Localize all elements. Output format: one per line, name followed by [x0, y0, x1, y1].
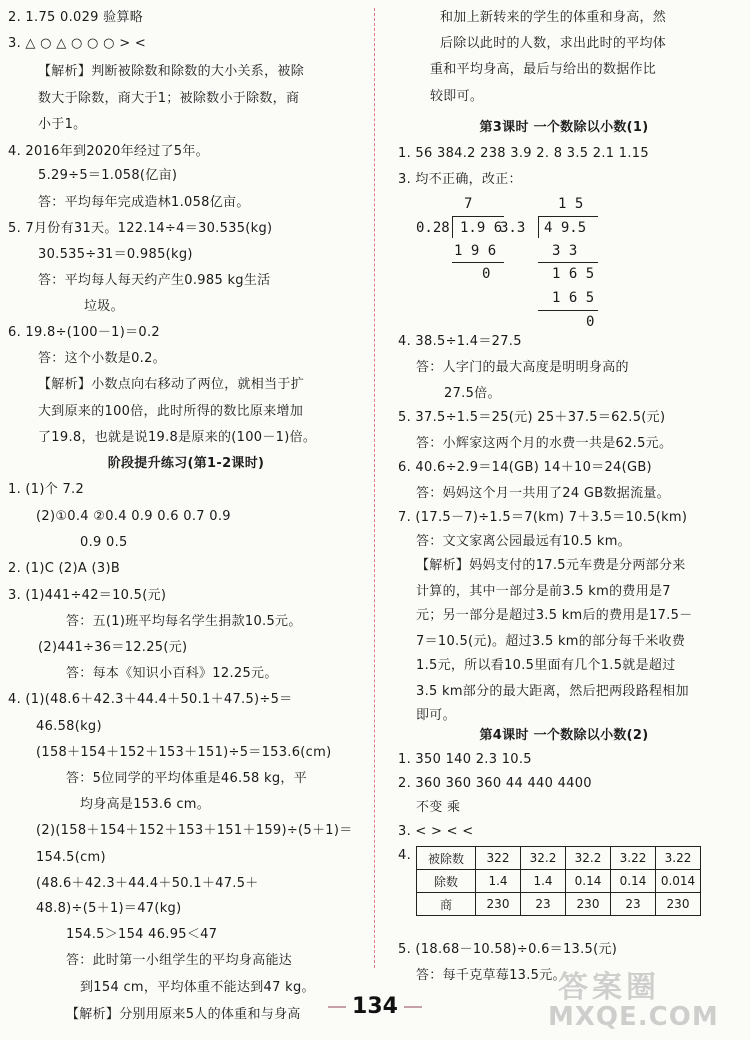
- lesson3-q3: 3. 均不正确，改正：: [398, 172, 522, 187]
- table-cell: 23: [521, 893, 566, 916]
- left-line-29: 答：5位同学的平均体重是46.58 kg，平: [66, 771, 307, 786]
- lesson3-q1: 1. 56 384.2 238 3.9 2. 8 3.5 2.1 1.15: [398, 146, 649, 161]
- watermark-line1: 答案圈: [558, 970, 660, 1005]
- left-line-32: 154.5(cm): [36, 850, 106, 865]
- division-rule: [538, 216, 598, 217]
- division2-remainder: 0: [586, 314, 595, 330]
- lesson3-line-11: 7. (17.5－7)÷1.5＝7(km) 7＋3.5＝10.5(km): [398, 510, 688, 525]
- lesson3-line-12: 答：文文家离公园最远有10.5 km。: [416, 534, 631, 549]
- table-row-header: 被除数: [417, 847, 476, 870]
- lesson3-line-15: 元；另一部分是超过3.5 km后的费用是17.5－: [416, 608, 693, 623]
- continued-analysis-line: 重和平均身高，最后与给出的数据作比: [430, 62, 657, 77]
- table-cell: 32.2: [521, 847, 566, 870]
- left-line-10: 答：平均每人每天约产生0.985 kg生活: [38, 273, 271, 288]
- left-line-1: 3. △ ○ △ ○ ○ ○ > <: [8, 36, 147, 51]
- division1-quotient: 7: [464, 196, 473, 212]
- left-line-7: 答：平均每年完成造林1.058亿亩。: [38, 195, 250, 210]
- division2-partial: 1 6 5: [552, 266, 595, 282]
- left-line-14: 【解析】小数点向右移动了两位，就相当于扩: [38, 377, 305, 392]
- left-line-21: 2. (1)C (2)A (3)B: [8, 561, 121, 576]
- lesson3-line-6: 27.5倍。: [444, 386, 501, 401]
- left-line-37: 到154 cm，平均体重不能达到47 kg。: [80, 980, 315, 995]
- lesson3-line-18: 3.5 km部分的最大距离，然后把两段路程相加: [416, 684, 689, 699]
- left-line-24: (2)441÷36＝12.25(元): [38, 640, 188, 655]
- left-line-25: 答：每本《知识小百科》12.25元。: [66, 666, 278, 681]
- division2-dividend: 4 9.5: [544, 220, 587, 236]
- table-cell: 230: [566, 893, 611, 916]
- division-rule: [538, 310, 598, 311]
- left-line-11: 垃圾。: [84, 299, 124, 314]
- left-line-30: 均身高是153.6 cm。: [80, 797, 211, 812]
- table-cell: 32.2: [566, 847, 611, 870]
- left-line-26: 4. (1)(48.6＋42.3＋44.4＋50.1＋47.5)÷5＝: [8, 692, 293, 707]
- lesson4-line-4: 4.: [398, 848, 412, 863]
- column-divider: [374, 8, 375, 968]
- left-line-38: 【解析】分别用原来5人的体重和与身高: [66, 1007, 301, 1022]
- table-cell: 23: [611, 893, 656, 916]
- continued-analysis-line: 和加上新转来的学生的体重和身高，然: [440, 10, 667, 25]
- table-row-header: 除数: [417, 870, 476, 893]
- division-rule: [452, 216, 504, 217]
- table-row: [417, 893, 701, 916]
- lesson4-line-2: 不变 乘: [416, 800, 461, 815]
- table-cell: 0.014: [656, 870, 701, 893]
- lesson3-line-5: 答：人字门的最大高度是明明身高的: [416, 360, 629, 375]
- lesson3-line-8: 答：小辉家这两个月的水费一共是62.5元。: [416, 436, 673, 451]
- table-cell: 0.14: [611, 870, 656, 893]
- left-line-18: 1. (1)个 7.2: [8, 482, 85, 497]
- left-line-16: 了19.8，也就是说19.8是原来的(100－1)倍。: [38, 430, 317, 445]
- left-line-8: 5. 7月份有31天。122.14÷4＝30.535(kg): [8, 221, 273, 236]
- left-line-36: 答：此时第一小组学生的平均身高能达: [66, 953, 293, 968]
- table-row: [417, 847, 701, 870]
- stage-practice-title: 阶段提升练习(第1-2课时): [107, 456, 265, 471]
- left-line-19: (2)①0.4 ②0.4 0.9 0.6 0.7 0.9: [36, 509, 231, 524]
- division1-product: 1 9 6: [454, 243, 497, 259]
- lesson3-line-19: 即可。: [416, 708, 456, 723]
- lesson3-line-14: 计算的，其中一部分是前3.5 km的费用是7: [416, 584, 671, 599]
- lesson3-line-10: 答：妈妈这个月一共用了24 GB数据流量。: [416, 486, 670, 501]
- left-line-31: (2)(158＋154＋152＋153＋151＋159)÷(5＋1)＝: [36, 823, 353, 838]
- table-cell: 230: [656, 893, 701, 916]
- lesson4-line-0: 1. 350 140 2.3 10.5: [398, 752, 532, 767]
- lesson4-title: 第4课时 一个数除以小数(2): [479, 728, 649, 743]
- lesson3-line-13: 【解析】妈妈支付的17.5元车费是分两部分来: [416, 558, 686, 573]
- page-number-text: 134: [352, 994, 398, 1019]
- left-line-4: 小于1。: [38, 117, 87, 132]
- lesson3-line-17: 1.5元，所以看10.5里面有几个1.5就是超过: [416, 658, 676, 673]
- left-line-28: (158＋154＋152＋153＋151)÷5＝153.6(cm): [36, 745, 332, 760]
- table-cell: 230: [476, 893, 521, 916]
- left-line-3: 数大于除数，商大于1；被除数小于除数，商: [38, 91, 300, 106]
- division2-product2: 1 6 5: [552, 290, 595, 306]
- lesson4-line-1: 2. 360 360 360 44 440 4400: [398, 776, 592, 791]
- left-line-22: 3. (1)441÷42＝10.5(元): [8, 588, 167, 603]
- watermark-line2: MXQE.COM: [548, 1002, 719, 1032]
- left-line-23: 答：五(1)班平均每名学生捐款10.5元。: [66, 614, 302, 629]
- lesson3-line-16: 7＝10.5(元)。超过3.5 km的部分每千米收费: [416, 634, 686, 649]
- watermark: [548, 962, 744, 1032]
- table-cell: 3.22: [611, 847, 656, 870]
- division1-dividend: 1.9 6: [460, 220, 503, 236]
- lesson3-line-7: 5. 37.5÷1.5＝25(元) 25＋37.5＝62.5(元): [398, 410, 666, 425]
- table-row: [417, 870, 701, 893]
- left-line-33: (48.6＋42.3＋44.4＋50.1＋47.5＋: [36, 876, 259, 891]
- left-line-34: 48.8)÷(5＋1)＝47(kg): [36, 901, 182, 916]
- left-line-20: 0.9 0.5: [80, 535, 128, 550]
- left-line-15: 大到原来的100倍，此时所得的数比原来增加: [38, 404, 304, 419]
- left-line-12: 6. 19.8÷(100－1)＝0.2: [8, 325, 160, 340]
- table-cell: 1.4: [521, 870, 566, 893]
- lesson4-line-3: 3. < > < <: [398, 824, 474, 839]
- division2-divisor: 3.3: [500, 220, 526, 236]
- left-line-2: 【解析】判断被除数和除数的大小关系，被除: [38, 64, 305, 79]
- left-line-27: 46.58(kg): [36, 719, 102, 734]
- continued-analysis-line: 后除以此时的人数，求出此时的平均体: [440, 36, 667, 51]
- table-cell: 1.4: [476, 870, 521, 893]
- lesson3-line-9: 6. 40.6÷2.9＝14(GB) 14＋10＝24(GB): [398, 460, 652, 475]
- left-line-6: 5.29÷5＝1.058(亿亩): [38, 168, 178, 183]
- left-line-5: 4. 2016年到2020年经过了5年。: [8, 144, 209, 159]
- table-cell: 322: [476, 847, 521, 870]
- table-row-header: 商: [417, 893, 476, 916]
- lesson4-line-6: 答：每千克草莓13.5元。: [416, 968, 566, 983]
- division-rule: [452, 216, 453, 238]
- division-rule: [538, 216, 539, 238]
- left-line-9: 30.535÷31＝0.985(kg): [38, 247, 193, 262]
- division2-quotient: 1 5: [558, 196, 584, 212]
- division2-product1: 3 3: [552, 243, 578, 259]
- left-line-0: 2. 1.75 0.029 验算略: [8, 10, 144, 25]
- continued-analysis-line: 较即可。: [430, 89, 484, 104]
- division-rule: [452, 262, 504, 263]
- lesson4-line-5: 5. (18.68－10.58)÷0.6＝13.5(元): [398, 942, 618, 957]
- lesson3-line-4: 4. 38.5÷1.4＝27.5: [398, 334, 522, 349]
- left-line-13: 答：这个小数是0.2。: [38, 351, 166, 366]
- table-cell: 0.14: [566, 870, 611, 893]
- table-cell: 3.22: [656, 847, 701, 870]
- lesson3-title: 第3课时 一个数除以小数(1): [479, 120, 649, 135]
- division-rule: [538, 262, 598, 263]
- left-line-35: 154.5＞154 46.95＜47: [66, 927, 218, 942]
- division1-divisor: 0.28: [416, 220, 450, 236]
- quotient-table: [416, 846, 701, 916]
- division1-remainder: 0: [482, 266, 491, 282]
